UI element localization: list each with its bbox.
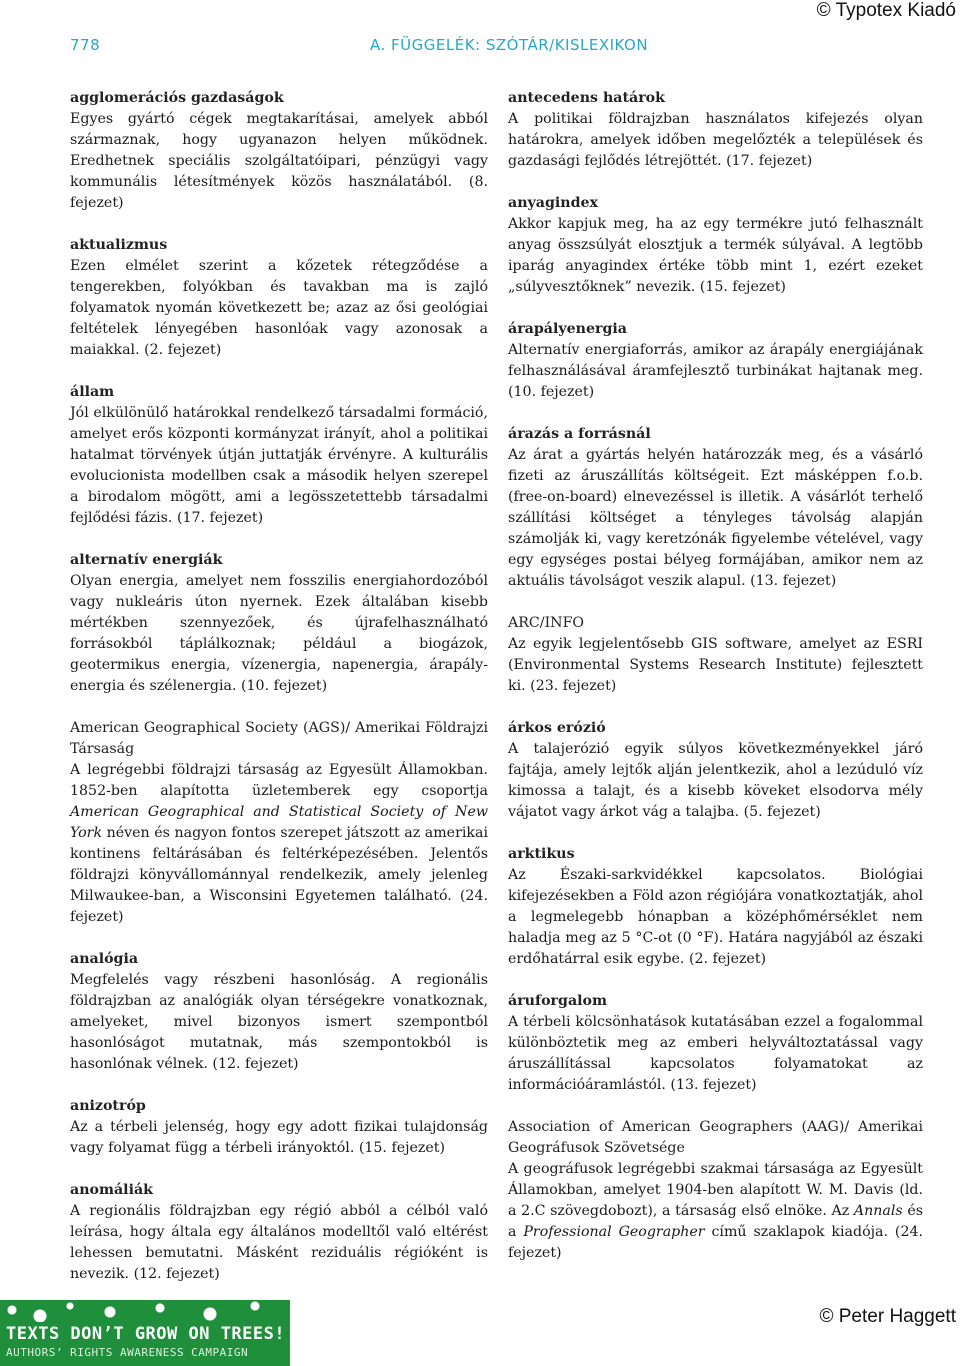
entry-definition: A talajerózió egyik súlyos következményekkel járó fajtája, amely lejtők alján jelentkezik, ahol a lezúduló víz kimossa a talajt, és a kisebb köveket elsodorva mély vájatot vagy árkot vág a talajba. (5. fejezet) (508, 741, 923, 820)
definition-text: és a (508, 1203, 923, 1240)
glossary-entry (508, 613, 923, 697)
entry-term: anomáliák (70, 1182, 153, 1198)
entry-term: agglomerációs gazdaságok (70, 90, 284, 106)
glossary-entry (508, 88, 923, 172)
glossary-entry (70, 88, 488, 214)
definition-text: A legrégebbi földrajzi társaság az Egyesült Államokban. 1852-ben alapította üzletemberek egy csoportja (70, 762, 488, 799)
entry-term: árazás a forrásnál (508, 426, 651, 442)
entry-term: aktualizmus (70, 237, 168, 253)
campaign-banner (0, 1300, 290, 1366)
running-head (70, 36, 920, 54)
definition-text: néven és nagyon fontos szerepet játszott az amerikai kontinens feltárásában és feltérképezésében. Jelentős földrajzi könyvállománnyal rendelkezik, amely jelenleg Milwaukee-ban, a Wisconsini Egyetemen található. (24. fejezet) (70, 825, 488, 925)
entry-term: áruforgalom (508, 993, 608, 1009)
glossary-entry (508, 193, 923, 298)
entry-definition: Az Északi-sarkvidékkel kapcsolatos. Biológiai kifejezésekben a Föld azon régiójára vonatkoztatják, ahol a legmelegebb hónapban a középhőmérséklet nem haladja meg az 5 °C-ot (0 °F). Határa nagyjából az északi erdőhatárral esik egybe. (2. fejezet) (508, 867, 923, 967)
definition-italic: Professional Geographer (523, 1224, 705, 1240)
glossary-entry (70, 550, 488, 697)
entry-definition: Az árat a gyártás helyén határozzák meg, és a vásárló fizeti az áruszállítás költségeit. Ezt másképpen f.o.b. (free-on-board) elnevezéssel is illetik. A vásárlót terhelő szállítási költséget a tényleges távolság alapján számolják ki, vagy keretzónák figyelembe vételével, vagy egy egységes postai bélyeg formájában, amikor nem az aktuális távolságot veszik alapul. (13. fejezet) (508, 447, 923, 589)
entry-definition: Az a térbeli jelenség, hogy egy adott fizikai tulajdonság vagy folyamat függ a térbeli irányoktól. (15. fejezet) (70, 1119, 488, 1156)
section-title: A. FÜGGELÉK: SZÓTÁR/KISLEXIKON (370, 36, 649, 54)
glossary-entry (70, 718, 488, 928)
glossary-entry (508, 844, 923, 970)
glossary-entry (70, 949, 488, 1075)
entry-term: anizotróp (70, 1098, 146, 1114)
entry-term: árkos erózió (508, 720, 606, 736)
entry-definition: Akkor kapjuk meg, ha az egy termékre jutó felhasznált anyag összsúlyát elosztjuk a termék súlyával. A legtöbb iparág anyagindex értéke több mint 1, ezért ezeket „súlyvesztőknek” nevezik. (15. fejezet) (508, 216, 923, 295)
glossary-entry (70, 1180, 488, 1285)
banner-subline: AUTHORS’ RIGHTS AWARENESS CAMPAIGN (6, 1346, 249, 1359)
entry-term: anyagindex (508, 195, 598, 211)
left-column (70, 88, 488, 1306)
glossary-entry (70, 235, 488, 361)
entry-definition: Olyan energia, amelyet nem fosszilis energiahordozóból vagy nukleáris úton nyernek. Ezek általában kisebb mértékben szennyezőek, és újrafelhasználható forrásokból táplálkoznak; például a biogázok, geotermikus energia, vízenergia, napenergia, árapály-energia és szélenergia. (10. fejezet) (70, 573, 488, 694)
definition-text: című szaklapok kiadója. (24. fejezet) (508, 1224, 924, 1261)
glossary-entry (508, 718, 923, 823)
copyright-publisher: © Typotex Kiadó (816, 0, 956, 21)
entry-definition: A regionális földrajzban egy régió abból a célból való leírása, hogy általa egy általános modelltől való eltérést lehessen bemutatni. Másként reziduális régióként is nevezik. (12. fejezet) (70, 1203, 488, 1282)
definition-italic: American Geographical and Statistical Society of New York (70, 804, 488, 841)
entry-definition: Jól elkülönülő határokkal rendelkező társadalmi formáció, amelyet erős központi kormányzat irányít, ahol a politikai hatalmat törvények útján juttatják érvényre. A kulturális evolucionista modellben csak a második helyen szerepel a birodalom mögött, ami a legösszetettebb társadalmi fejlődési fázis. (17. fejezet) (70, 405, 488, 526)
page-number: 778 (70, 36, 101, 54)
entry-term: American Geographical Society (AGS)/ Amerikai Földrajzi Társaság (70, 720, 488, 757)
entry-term: antecedens határok (508, 90, 665, 106)
entry-definition: A politikai földrajzban használatos kifejezés olyan határokra, amelyek időben megelőzték a települések és gazdasági fejlődés létrejöttét. (17. fejezet) (508, 111, 923, 169)
banner-headline: TEXTS DON’T GROW ON TREES! (6, 1324, 286, 1344)
definition-text: A geográfusok legrégebbi szakmai társasága az Egyesült Államokban, amelyet 1904-ben alapított W. M. Davis (ld. a 2.C szövegdobozt), a társaság első elnöke. Az (508, 1161, 923, 1219)
entry-definition (508, 1159, 923, 1264)
entry-term: analógia (70, 951, 139, 967)
entry-term: arktikus (508, 846, 575, 862)
glossary-entry (508, 991, 923, 1096)
glossary-entry (508, 1117, 923, 1264)
entry-term: alternatív energiák (70, 552, 223, 568)
entry-definition: Alternatív energiaforrás, amikor az árapály energiájának felhasználásával áramfejlesztő turbinákat hajtanak meg. (10. fejezet) (508, 342, 923, 400)
entry-term: ARC/INFO (508, 615, 585, 631)
glossary-entry (508, 424, 923, 592)
entry-term: Association of American Geographers (AAG)/ Amerikai Geográfusok Szövetsége (508, 1119, 923, 1156)
entry-term: árapályenergia (508, 321, 627, 337)
entry-definition: Egyes gyártó cégek megtakarításai, amelyek abból származnak, hogy ugyanazon helyen működnek. Eredhetnek speciális szolgáltatóipari, pénzügyi vagy kommunális létesítmények közös használatából. (8. fejezet) (70, 111, 488, 211)
entry-term: állam (70, 384, 115, 400)
entry-definition: A térbeli kölcsönhatások kutatásában ezzel a fogalommal különböztetik meg az emberi helyváltoztatással vagy áruszállítással kapcsolatos folyamatokat az információáramlástól. (13. fejezet) (508, 1014, 923, 1093)
entry-definition: Megfelelés vagy részbeni hasonlóság. A regionális földrajzban az analógiák olyan térségekre vonatkoznak, amelyeket, mivel bizonyos ismert szempontból hasonlóságot mutatnak, más szempontokból is hasonlónak vélnek. (12. fejezet) (70, 972, 488, 1072)
entry-definition: Az egyik legjelentősebb GIS software, amelyet az ESRI (Environmental Systems Research Institute) fejlesztett ki. (23. fejezet) (508, 636, 923, 694)
definition-italic: Annals (853, 1203, 903, 1219)
glossary-entry (70, 1096, 488, 1159)
glossary-entry (70, 382, 488, 529)
entry-definition: Ezen elmélet szerint a kőzetek rétegződése a tengerekben, folyókban és tavakban ma is zajló folyamatok nyomán következett be; azaz az ősi geológiai feltételek lényegében hasonlóak vagy azonosak a maiakkal. (2. fejezet) (70, 258, 488, 358)
glossary-entry (508, 319, 923, 403)
right-column (508, 88, 923, 1285)
copyright-author: © Peter Haggett (819, 1306, 956, 1327)
entry-definition (70, 760, 488, 928)
